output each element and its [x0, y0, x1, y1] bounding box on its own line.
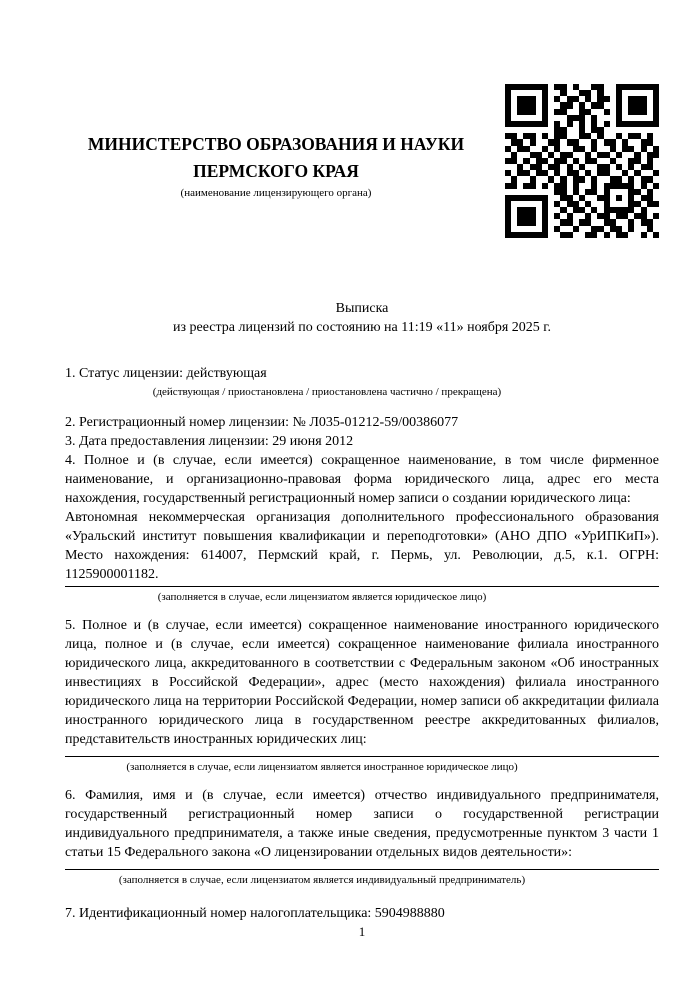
- title-line-1: Выписка: [335, 301, 389, 316]
- qr-code: [505, 84, 659, 238]
- item-4-legal-entity-value: Автономная некоммерческая организация дополнительного профессионального образования «Уральский институт повышения квалификации и переподготовки» (АНО ДПО «УрИПКиП»). Место нахождения: 614007, Пермский край, г. Пермь, ул. Революции, д.5, к.1. ОГРН: 1125900001182.: [65, 510, 659, 582]
- item-4-underline: [65, 586, 659, 587]
- item-1-status-options-note: (действующая / приостановлена / приостановлена частично / прекращена): [152, 386, 502, 398]
- document-header: [63, 131, 489, 200]
- item-5-foreign-entity-label: 5. Полное и (в случае, если имеется) сокращенное наименование иностранного юридического лица, полное и (в случае, если имеется) сокращенное наименование филиала иностранного юридического лица, аккредитованного в соответствии с Федеральным законом «Об иностранных инвестициях в Российской Федерации», адрес (место нахождения) филиала иностранного юридического лица на территории Российской Федерации, номер записи об аккредитации филиала иностранного юридического лица в государственном реестре аккредитованных филиалов, представительств иностранных юридических лиц:: [65, 618, 659, 747]
- item-6-caption: (заполняется в случае, если лицензиатом является индивидуальный предприниматель): [118, 874, 526, 886]
- item-6-individual-label: 6. Фамилия, имя и (в случае, если имеется) отчество индивидуального предпринимателя, государственный регистрационный номер записи о государственной регистрации индивидуального предпринимателя, а также иные сведения, предусмотренные пунктом 3 части 1 статьи 15 Федерального закона «О лицензировании отдельных видов деятельности»:: [65, 788, 659, 860]
- item-4-legal-entity-label: 4. Полное и (в случае, если имеется) сокращенное наименование, в том числе фирменное наименование, и организационно-правовая форма юридического лица, адрес его места нахождения, государственный регистрационный номер записи о создании юридического лица:: [65, 453, 659, 506]
- item-3-grant-date: 3. Дата предоставления лицензии: 29 июня 2012: [65, 434, 354, 449]
- item-6-underline: [65, 869, 659, 870]
- page-number: 1: [358, 924, 366, 939]
- item-5-underline: [65, 756, 659, 757]
- document-title: [65, 299, 659, 337]
- item-7-taxpayer-id: 7. Идентификационный номер налогоплательщика: 5904988880: [65, 906, 445, 921]
- title-line-2: из реестра лицензий по состоянию на 11:19 «11» ноября 2025 г.: [173, 320, 551, 335]
- document-body: [65, 299, 659, 923]
- item-2-registration-number: 2. Регистрационный номер лицензии: № Л035-01212-59/00386077: [65, 415, 459, 430]
- item-4-caption: (заполняется в случае, если лицензиатом является юридическое лицо): [157, 591, 487, 603]
- item-1-license-status: 1. Статус лицензии: действующая: [65, 366, 267, 381]
- issuing-authority-caption: (наименование лицензирующего органа): [180, 187, 372, 199]
- issuing-authority-name: МИНИСТЕРСТВО ОБРАЗОВАНИЯ И НАУКИ ПЕРМСКОГО КРАЯ: [87, 134, 465, 181]
- item-5-caption: (заполняется в случае, если лицензиатом является иностранное юридическое лицо): [126, 761, 518, 773]
